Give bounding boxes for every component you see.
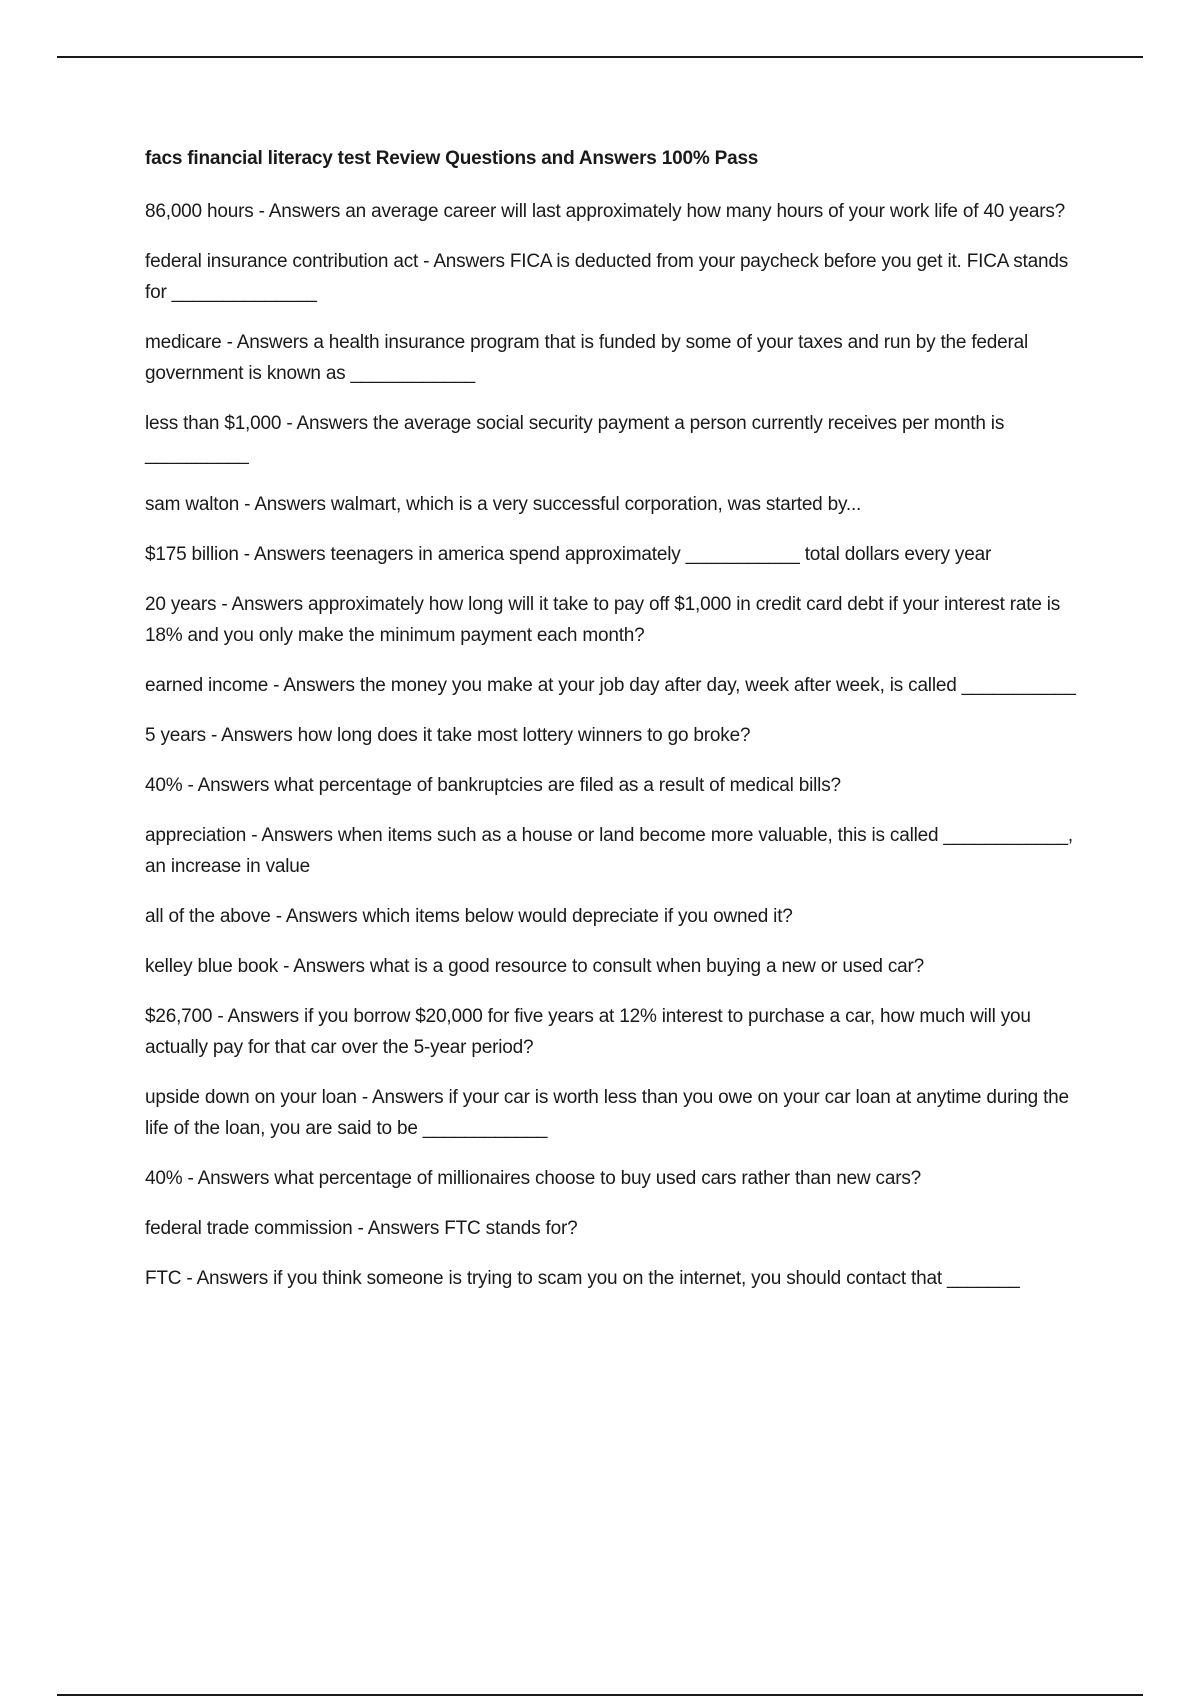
qa-item: kelley blue book - Answers what is a good resource to consult when buying a new or used car? (145, 956, 924, 977)
qa-item: federal insurance contribution act - Answers FICA is deducted from your paycheck before you get it. FICA stands for ______________ (145, 251, 1068, 303)
qa-item: 5 years - Answers how long does it take most lottery winners to go broke? (145, 725, 751, 746)
qa-item (145, 408, 1090, 470)
qa-item: upside down on your loan - Answers if your car is worth less than you owe on your car loan at anytime during the life of the loan, you are said to be ____________ (145, 1087, 1069, 1139)
qa-item: all of the above - Answers which items below would depreciate if you owned it? (145, 906, 793, 927)
qa-item: $26,700 - Answers if you borrow $20,000 for five years at 12% interest to purchase a car, how much will you actually pay for that car over the 5-year period? (145, 1006, 1031, 1058)
qa-item: 20 years - Answers approximately how long will it take to pay off $1,000 in credit card debt if your interest rate is 18% and you only make the minimum payment each month? (145, 594, 1061, 646)
document-title: facs financial literacy test Review Questions and Answers 100% Pass (145, 148, 759, 169)
qa-item: medicare - Answers a health insurance program that is funded by some of your taxes and run by the federal government is known as ____________ (145, 332, 1029, 384)
document-body (145, 144, 1090, 1313)
qa-item: 86,000 hours - Answers an average career will last approximately how many hours of your work life of 40 years? (145, 201, 1066, 222)
qa-item: FTC - Answers if you think someone is trying to scam you on the internet, you should contact that _______ (145, 1268, 1020, 1289)
qa-item: earned income - Answers the money you make at your job day after day, week after week, is called ___________ (145, 675, 1076, 696)
footer-rule (57, 1694, 1143, 1696)
qa-item: $175 billion - Answers teenagers in america spend approximately ___________ total dollars every year (145, 544, 992, 565)
header-rule (57, 56, 1143, 58)
qa-item: appreciation - Answers when items such as a house or land become more valuable, this is called ____________, an increase in value (145, 825, 1073, 877)
qa-item: 40% - Answers what percentage of bankruptcies are filed as a result of medical bills? (145, 775, 841, 796)
qa-item: sam walton - Answers walmart, which is a very successful corporation, was started by... (145, 494, 862, 515)
qa-item-text: less than $1,000 - Answers the average social security payment a person currently receives per month is __________ (145, 413, 1005, 465)
qa-item: 40% - Answers what percentage of millionaires choose to buy used cars rather than new cars? (145, 1168, 921, 1189)
qa-item: federal trade commission - Answers FTC stands for? (145, 1218, 578, 1239)
